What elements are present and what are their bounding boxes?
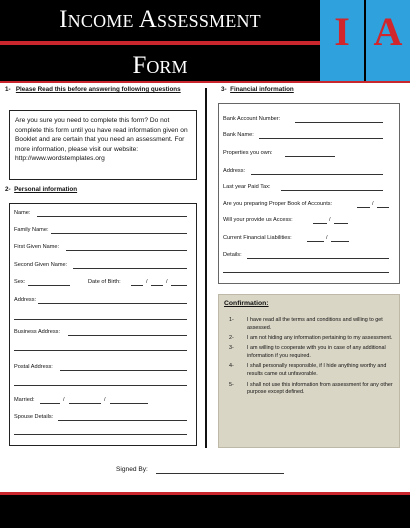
- proper-book-slash: /: [372, 201, 374, 207]
- properties-label: Properties you own:: [223, 150, 273, 156]
- dob-slash-1: /: [146, 279, 148, 285]
- signed-by-label: Signed By:: [116, 466, 148, 473]
- dob-slash-2: /: [166, 279, 168, 285]
- section-3-title: 3- Financial information: [221, 86, 294, 93]
- second-given-name-field[interactable]: [73, 268, 187, 269]
- sex-field[interactable]: [28, 285, 70, 286]
- title-line-1: Income Assessment: [59, 6, 261, 33]
- properties-field[interactable]: [285, 156, 335, 157]
- proper-book-field-2[interactable]: [377, 207, 389, 208]
- provide-access-field-2[interactable]: [334, 223, 348, 224]
- logo-letter-a: A: [373, 9, 403, 54]
- address-field-line-2[interactable]: [14, 319, 187, 320]
- details-field-line-2[interactable]: [223, 272, 389, 273]
- postal-address-field-line-1[interactable]: [60, 370, 187, 371]
- date-of-birth-label: Date of Birth:: [88, 279, 121, 285]
- business-address-label: Business Address:: [14, 329, 61, 335]
- last-year-tax-field[interactable]: [281, 190, 383, 191]
- confirmation-item: 3- I am willing to cooperate with you in case of any additional information if you required.: [229, 345, 386, 360]
- signature-field[interactable]: [156, 473, 284, 474]
- address-label: Address:: [14, 297, 37, 303]
- financial-info-box: [218, 103, 400, 284]
- first-given-name-label: First Given Name:: [14, 244, 60, 250]
- married-field-1[interactable]: [40, 403, 60, 404]
- married-field-3[interactable]: [110, 403, 148, 404]
- personal-info-box: [9, 203, 197, 446]
- confirmation-item: 1- I have read all the terms and conditions and willing to get assessed.: [229, 317, 383, 331]
- married-slash-2: /: [104, 397, 106, 403]
- current-liabilities-label: Current Financial Liabilities:: [223, 235, 292, 241]
- header-red-stripe: [0, 41, 320, 45]
- married-field-2[interactable]: [69, 403, 101, 404]
- bank-name-label: Bank Name:: [223, 132, 254, 138]
- confirmation-title: Confirmation:: [224, 300, 269, 307]
- confirmation-item: 2- I am not hiding any information pertaining to my assessment.: [229, 335, 393, 342]
- dob-month-field[interactable]: [151, 285, 163, 286]
- second-given-name-label: Second Given Name:: [14, 262, 68, 268]
- first-given-name-field[interactable]: [66, 250, 187, 251]
- dob-year-field[interactable]: [171, 285, 187, 286]
- provide-access-slash: /: [329, 217, 331, 223]
- proper-book-label: Are you preparing Proper Book of Accounts:: [223, 201, 333, 207]
- dob-day-field[interactable]: [131, 285, 143, 286]
- header-bottom-stripe: [0, 81, 410, 83]
- confirmation-item: 4- I shall personally responsible, if I hide anything worthy and results came out unfavorable.: [229, 363, 387, 378]
- sex-label: Sex:: [14, 279, 26, 285]
- logo-letter-i: I: [334, 9, 350, 54]
- logo-block-right: [366, 0, 410, 81]
- footer-band: [0, 495, 410, 528]
- address-field-line-1[interactable]: [38, 303, 187, 304]
- business-address-field-line-1[interactable]: [68, 335, 187, 336]
- business-address-field-line-2[interactable]: [14, 350, 187, 351]
- family-name-label: Family Name:: [14, 227, 49, 233]
- read-note-box: [9, 110, 197, 180]
- married-slash-1: /: [63, 397, 65, 403]
- postal-address-label: Postal Address:: [14, 364, 53, 370]
- name-field[interactable]: [37, 216, 187, 217]
- bank-account-number-label: Bank Account Number:: [223, 116, 281, 122]
- spouse-details-label: Spouse Details:: [14, 414, 54, 420]
- details-field-line-1[interactable]: [247, 258, 389, 259]
- postal-address-field-line-2[interactable]: [14, 385, 187, 386]
- last-year-tax-label: Last year Paid Tax:: [223, 184, 271, 190]
- section-2-title: 2- Personal information: [5, 186, 78, 193]
- column-divider: [205, 88, 207, 448]
- section-1-title: 1- Please Read this before answering following questions: [5, 86, 181, 93]
- read-note-text: Are you sure you need to complete this form? Do not complete this form until you have read information given on Booklet and are certain that you need an assessment. For more information, please visit our website: http://www.wordstemplates.org: [15, 117, 188, 163]
- name-label: Name:: [14, 210, 31, 216]
- bank-account-number-field[interactable]: [295, 122, 383, 123]
- confirmation-list: [225, 317, 393, 400]
- provide-access-field-1[interactable]: [313, 223, 327, 224]
- current-liabilities-field-1[interactable]: [307, 241, 324, 242]
- provide-access-label: Will your provide us Access:: [223, 217, 293, 223]
- spouse-details-field-line-1[interactable]: [58, 420, 187, 421]
- details-label: Details:: [223, 252, 242, 258]
- family-name-field[interactable]: [51, 233, 187, 234]
- bank-name-field[interactable]: [259, 138, 383, 139]
- title-line-2: Form: [132, 52, 188, 79]
- confirmation-item: 5- I shall not use this information from assessment for any other purpose except defined.: [229, 381, 393, 396]
- financial-address-field[interactable]: [251, 174, 383, 175]
- current-liabilities-field-2[interactable]: [331, 241, 349, 242]
- spouse-details-field-line-2[interactable]: [14, 434, 187, 435]
- financial-address-label: Address:: [223, 168, 246, 174]
- logo-block-left: [320, 0, 364, 81]
- married-label: Married:: [14, 397, 35, 403]
- confirmation-box: [218, 294, 400, 448]
- proper-book-field-1[interactable]: [357, 207, 370, 208]
- current-liabilities-slash: /: [326, 235, 328, 241]
